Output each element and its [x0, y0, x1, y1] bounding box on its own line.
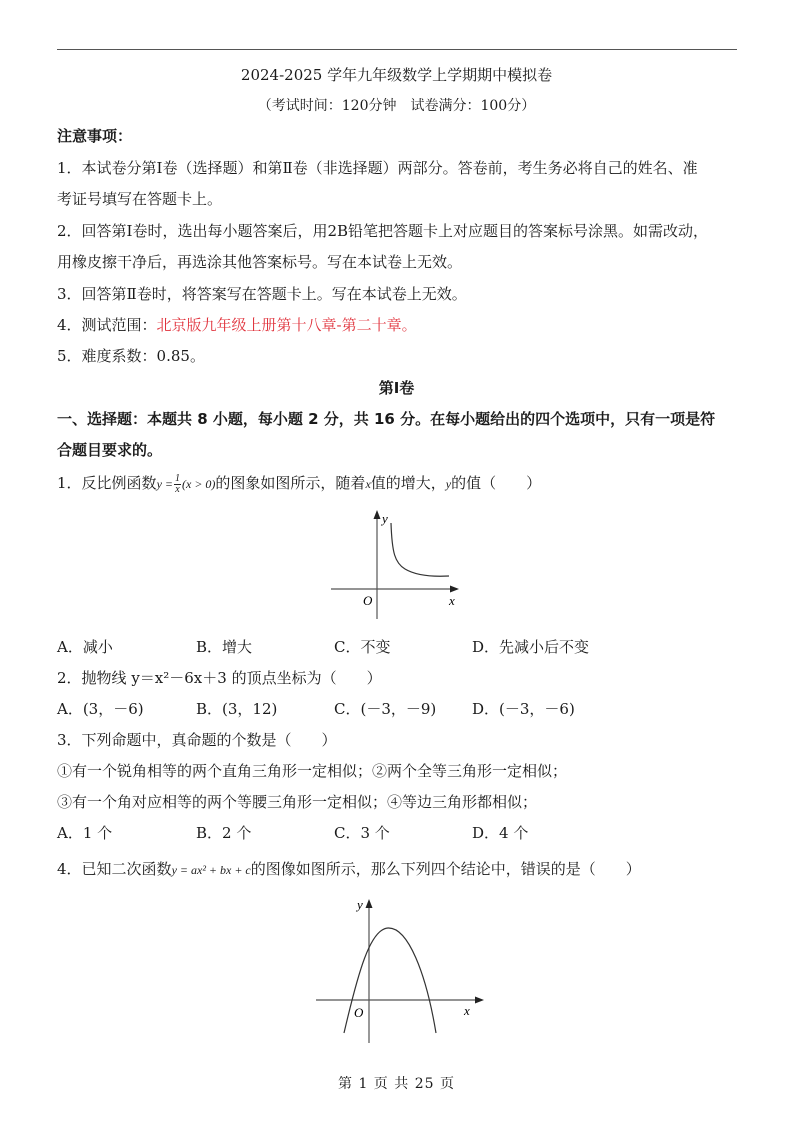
header-rule	[57, 49, 737, 50]
q1-option-d: D．先减小后不变	[472, 638, 590, 656]
q3-statements-line1: ①有一个锐角相等的两个直角三角形一定相似；②两个全等三角形一定相似；	[57, 762, 568, 780]
q2-option-c: C．(－3，－9)	[334, 700, 437, 718]
q1-var-y: y	[445, 477, 452, 491]
section-heading-line2: 合题目要求的。	[57, 441, 163, 459]
q1-fraction-numerator: 1	[175, 472, 180, 484]
q3-option-b: B．2 个	[196, 824, 252, 842]
q4-x-arrow-icon	[475, 997, 484, 1004]
q1-option-a: A．减小	[57, 638, 113, 656]
q1-fraction-denominator: x	[175, 483, 180, 495]
question-1-text: 反比例函数	[81, 474, 157, 492]
q2-option-b: B．(3，12)	[196, 700, 278, 718]
q1-fraction	[174, 474, 181, 495]
q4-x-label: x	[464, 1003, 470, 1018]
test-scope-highlight: 北京版九年级上册第十八章-第二十章。	[156, 316, 417, 334]
question-1-number: 1．	[57, 474, 82, 492]
q3-option-c: C．3 个	[334, 824, 390, 842]
q1-formula-lhs: y =	[156, 477, 173, 491]
question-4-stem	[57, 858, 641, 879]
q1-option-b: B．增大	[196, 638, 253, 656]
q1-x-label: x	[449, 593, 455, 608]
question-2-number: 2．	[57, 669, 82, 687]
question-2-stem	[57, 667, 382, 688]
volume-title: 第Ⅰ卷	[378, 379, 415, 397]
notice-heading: 注意事项：	[57, 127, 133, 145]
q1-formula-condition: (x > 0)	[182, 477, 216, 491]
notice-item-3: 3．回答第Ⅱ卷时，将答案写在答题卡上。写在本试卷上无效。	[57, 285, 467, 303]
question-4-number: 4．	[57, 860, 82, 878]
notice-item-1-line2: 考证号填写在答题卡上。	[57, 190, 223, 208]
question-2-text: 抛物线 y＝x²－6x＋3 的顶点坐标为（ ）	[81, 669, 382, 687]
notice-item-4	[57, 314, 417, 335]
notice-item-2-line1: 2．回答第Ⅰ卷时，选出每小题答案后，用2B铅笔把答题卡上对应题目的答案标号涂黑。如需改动，	[57, 222, 709, 240]
notice-item-5: 5．难度系数：0.85。	[57, 347, 205, 365]
q4-y-arrow-icon	[366, 899, 373, 908]
notice-item-4-prefix: 4．测试范围：	[57, 316, 157, 334]
question-4-text: 已知二次函数	[81, 860, 172, 878]
q1-option-c: C．不变	[334, 638, 391, 656]
q1-y-arrow-icon	[374, 510, 381, 519]
page-number-footer: 第 1 页 共 25 页	[338, 1076, 455, 1092]
q4-y-label: y	[357, 897, 363, 912]
q2-option-d: D．(－3，－6)	[472, 700, 575, 718]
notice-item-2-line2: 用橡皮擦干净后，再选涂其他答案标号。写在本试卷上无效。	[57, 253, 463, 271]
q4-origin-label: O	[354, 1005, 364, 1020]
question-3-number: 3．	[57, 731, 82, 749]
q1-hyperbola-curve	[391, 523, 449, 576]
question-3-stem	[57, 729, 337, 750]
q1-hyperbola-figure	[325, 503, 465, 621]
exam-subtitle: （考试时间：120分钟 试卷满分：100分）	[257, 98, 536, 114]
q3-option-a: A．1 个	[57, 824, 113, 842]
question-1-text-2: 的图象如图所示，随着	[215, 474, 366, 492]
q1-var-x: x	[365, 477, 371, 491]
q4-formula: y = ax² + bx + c	[171, 863, 251, 877]
notice-item-1-line1: 1．本试卷分第Ⅰ卷（选择题）和第Ⅱ卷（非选择题）两部分。答卷前，考生务必将自己的姓名、准	[57, 159, 698, 177]
exam-title: 2024-2025 学年九年级数学上学期期中模拟卷	[240, 66, 553, 84]
q1-y-label: y	[382, 511, 388, 526]
q1-origin-label: O	[363, 593, 373, 608]
q2-option-a: A．(3，－6)	[57, 700, 144, 718]
q4-parabola-figure	[310, 893, 490, 1045]
question-1-text-4: 的值（ ）	[451, 474, 542, 492]
question-3-text: 下列命题中，真命题的个数是（ ）	[81, 731, 337, 749]
question-4-text-2: 的图像如图所示，那么下列四个结论中，错误的是（ ）	[250, 860, 641, 878]
q1-x-arrow-icon	[450, 586, 459, 593]
q3-option-d: D．4 个	[472, 824, 529, 842]
section-heading-line1: 一、选择题：本题共 8 小题，每小题 2 分，共 16 分。在每小题给出的四个选项中，只有一项是符	[57, 410, 716, 428]
question-1-text-3: 值的增大，	[370, 474, 446, 492]
q3-statements-line2: ③有一个角对应相等的两个等腰三角形一定相似；④等边三角形都相似；	[57, 793, 538, 811]
question-1-stem	[57, 472, 541, 495]
